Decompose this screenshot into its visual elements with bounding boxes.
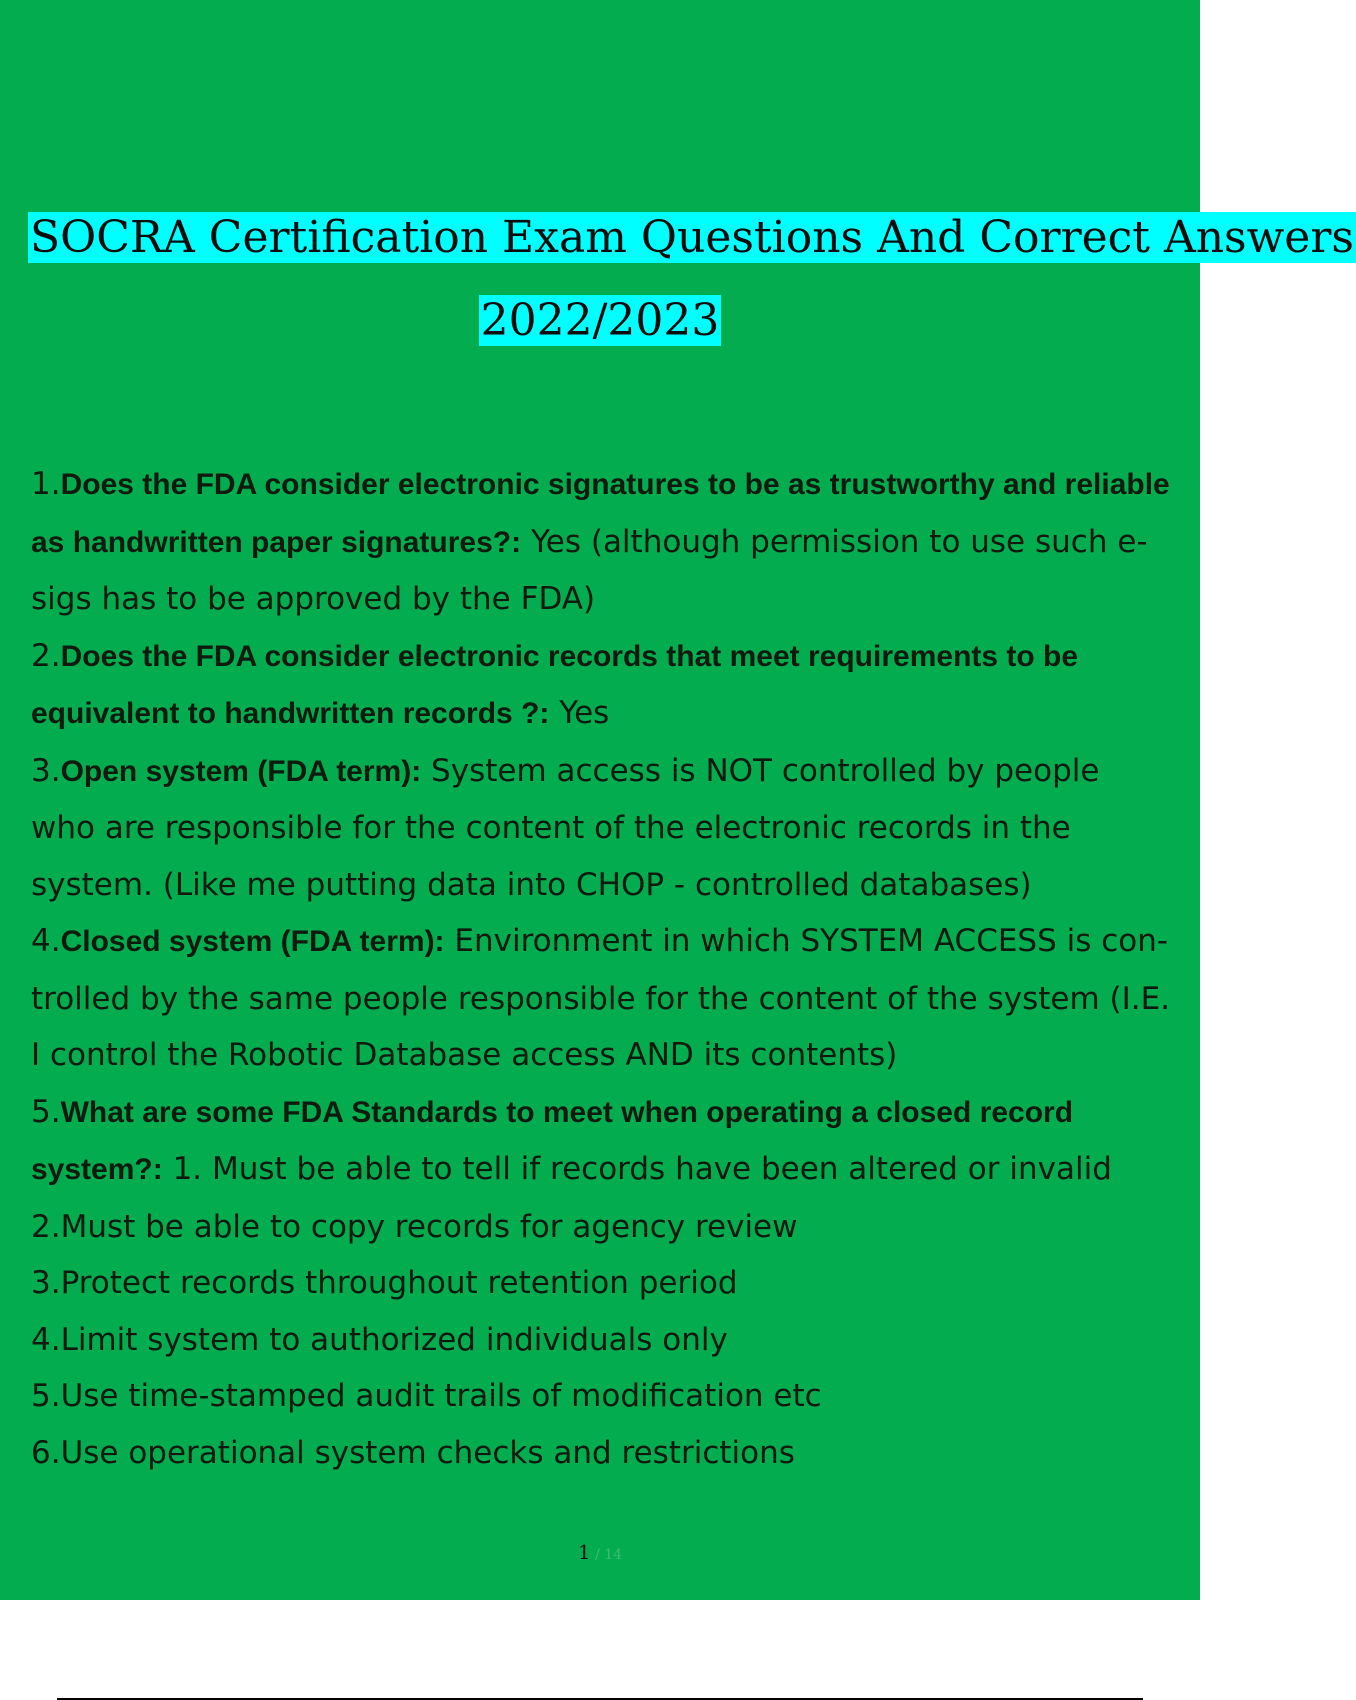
question-text: Open system (FDA term): bbox=[60, 754, 422, 788]
page-number-current: 1 bbox=[577, 1540, 591, 1564]
list-item-text: Use operational system checks and restrictions bbox=[60, 1434, 795, 1471]
answer-text: System access is NOT controlled by people who are responsible for the content of the electronic records in the system. (Like me putting data into CHOP - controlled databases) bbox=[31, 752, 1100, 903]
answer-text: 1. Must be able to tell if records have been altered or invalid bbox=[162, 1151, 1112, 1187]
item-number: 2. bbox=[31, 1208, 61, 1245]
item-number: 3. bbox=[31, 752, 61, 789]
list-item-text: Protect records throughout retention period bbox=[60, 1265, 738, 1301]
qa-list bbox=[31, 456, 1171, 1481]
question-text: Closed system (FDA term): bbox=[60, 925, 445, 958]
item-number: 4. bbox=[31, 1321, 61, 1358]
answer-text: Yes (although permission to use such e-sigs has to be approved by the FDA) bbox=[31, 523, 1148, 617]
question-text: Does the FDA consider electronic records that meet requirements to be equivalent to handwritten records ?: bbox=[31, 639, 1079, 730]
item-number: 2. bbox=[31, 637, 61, 674]
title-line-2: 2022/2023 bbox=[480, 295, 720, 346]
item-number: 4. bbox=[31, 923, 61, 959]
list-item bbox=[31, 1312, 1171, 1369]
page-number bbox=[0, 1540, 1200, 1564]
answer-text: Environment in which SYSTEM ACCESS is con- trolled by the same people responsible for the content of the system (I.E. I control the Robotic Database access AND its contents) bbox=[31, 923, 1171, 1073]
document-title bbox=[28, 210, 1354, 266]
title-line-1: SOCRA Certification Exam Questions And Correct Answers bbox=[30, 212, 1354, 263]
list-item-text: Limit system to authorized individuals only bbox=[60, 1321, 728, 1358]
question-text: What are some FDA Standards to meet when operating a closed record system?: bbox=[31, 1095, 1074, 1186]
list-item bbox=[31, 1368, 1171, 1425]
page-number-total: / 14 bbox=[590, 1547, 623, 1563]
item-number: 3. bbox=[31, 1265, 61, 1301]
list-item bbox=[31, 1255, 1171, 1312]
question-text: Does the FDA consider electronic signatures to be as trustworthy and reliable as handwritten paper signatures?: bbox=[31, 468, 1170, 559]
qa-item bbox=[31, 913, 1171, 1084]
answer-text: Yes bbox=[549, 695, 610, 731]
qa-item bbox=[31, 456, 1171, 628]
list-item bbox=[31, 1199, 1171, 1256]
document-subtitle bbox=[0, 293, 1200, 349]
list-item-text: Use time-stamped audit trails of modification etc bbox=[60, 1378, 822, 1414]
item-number: 1. bbox=[31, 466, 61, 502]
list-item-text: Must be able to copy records for agency review bbox=[60, 1208, 798, 1245]
qa-item bbox=[31, 628, 1171, 743]
item-number: 6. bbox=[31, 1434, 61, 1471]
item-number: 5. bbox=[31, 1093, 61, 1130]
list-item bbox=[31, 1425, 1171, 1482]
item-number: 5. bbox=[31, 1378, 61, 1414]
qa-item bbox=[31, 1084, 1171, 1199]
qa-item bbox=[31, 743, 1171, 914]
